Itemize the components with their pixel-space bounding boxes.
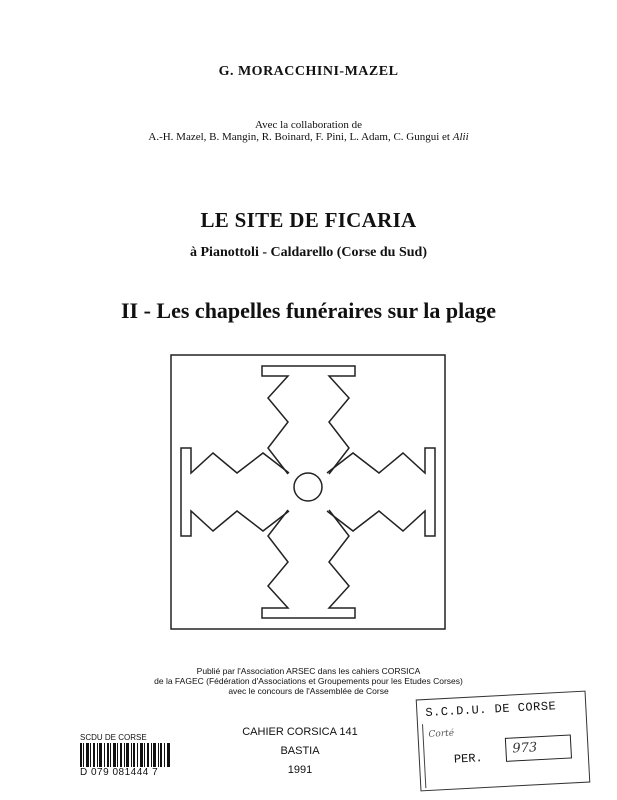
author-name: G. MORACCHINI-MAZEL bbox=[218, 64, 399, 79]
barcode-number: D 079 081444 7 bbox=[80, 767, 159, 778]
center-circle bbox=[294, 473, 322, 501]
collaboration-names bbox=[0, 131, 617, 143]
library-stamp bbox=[416, 691, 591, 792]
stamp-per-label: PER. bbox=[453, 751, 484, 767]
part-title: II - Les chapelles funéraires sur la plage bbox=[120, 298, 497, 323]
cross-outline bbox=[181, 366, 435, 618]
publisher-line-3: avec le concours de l'Assemblée de Corse bbox=[228, 686, 389, 696]
document-title: LE SITE DE FICARIA bbox=[200, 208, 417, 232]
collaboration-intro: Avec la collaboration de bbox=[255, 119, 362, 131]
publisher-line-2: de la FAGEC (Fédération d'Associations et Groupements pour les Etudes Corses) bbox=[154, 676, 463, 686]
publisher-line-1: Publié par l'Association ARSEC dans les cahiers CORSICA bbox=[196, 666, 421, 676]
barcode-bars bbox=[80, 743, 172, 767]
stamp-call-number: 973 bbox=[505, 734, 572, 761]
series-label: CAHIER CORSICA 141 bbox=[242, 726, 358, 738]
stamp-title: S.C.D.U. DE CORSE bbox=[425, 699, 557, 721]
emblem-frame bbox=[171, 355, 445, 629]
stamp-margin-line bbox=[422, 724, 426, 788]
collaborator-alii: Alii bbox=[452, 131, 469, 143]
publication-city: BASTIA bbox=[280, 745, 320, 757]
publication-year: 1991 bbox=[287, 764, 313, 776]
document-subtitle: à Pianottoli - Caldarello (Corse du Sud) bbox=[190, 245, 427, 260]
barcode-label: SCDU DE CORSE bbox=[80, 733, 147, 742]
stamp-city: Corté bbox=[428, 728, 455, 740]
collaborator-list: A.-H. Mazel, B. Mangin, R. Boinard, F. Pini, L. Adam, C. Gungui et bbox=[148, 131, 450, 143]
cross-emblem-illustration bbox=[170, 354, 446, 630]
